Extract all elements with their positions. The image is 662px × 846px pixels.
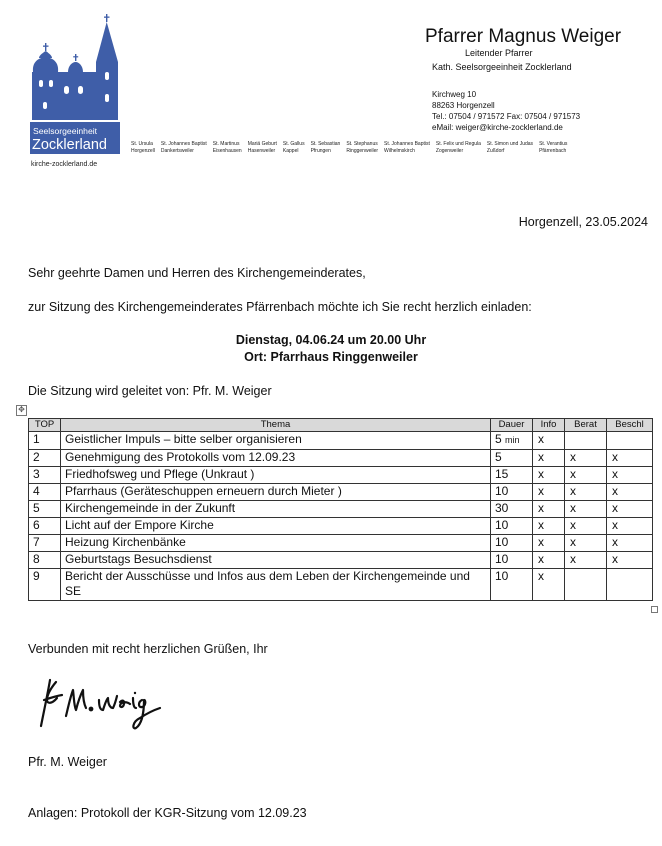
cell-dauer: 10 <box>491 534 533 551</box>
handwritten-signature <box>36 674 166 736</box>
cell-dauer: 5 <box>491 449 533 466</box>
table-row <box>29 568 653 600</box>
table-row <box>29 517 653 534</box>
cell-dauer: 10 <box>491 483 533 500</box>
church-logo <box>30 14 120 154</box>
parish-item: St. Felix und Regula Zogenweiler <box>435 141 481 154</box>
signer-name: Pfr. M. Weiger <box>28 755 107 769</box>
cell-berat: x <box>565 483 607 500</box>
cell-top: 4 <box>29 483 61 500</box>
table-row <box>29 534 653 551</box>
meeting-date: Dienstag, 04.06.24 um 20.00 Uhr <box>235 333 427 347</box>
header-dauer: Dauer <box>491 419 533 432</box>
logo-text-line1: Seelsorgeeinheit <box>33 126 98 136</box>
sender-name: Pfarrer Magnus Weiger <box>425 26 622 47</box>
parish-item: St. Sebastian Pfrungen <box>310 141 341 154</box>
cell-info: x <box>533 551 565 568</box>
header-info: Info <box>533 419 565 432</box>
cell-info: x <box>533 466 565 483</box>
cell-top: 6 <box>29 517 61 534</box>
cell-thema: Heizung Kirchenbänke <box>61 534 491 551</box>
cell-info: x <box>533 483 565 500</box>
sender-address <box>432 89 580 133</box>
cell-info: x <box>533 568 565 600</box>
cell-thema: Bericht der Ausschüsse und Infos aus dem Leben der Kirchengemeinde und SE <box>61 568 491 600</box>
cell-top: 8 <box>29 551 61 568</box>
website-url: kirche-zocklerland.de <box>31 161 98 168</box>
phone-fax: Tel.: 07504 / 971572 Fax: 07504 / 971573 <box>432 112 581 121</box>
agenda-table <box>28 418 653 601</box>
cell-beschl: x <box>607 483 653 500</box>
cell-beschl: x <box>607 466 653 483</box>
table-row <box>29 466 653 483</box>
cell-berat <box>565 568 607 600</box>
parish-item: Mariä Geburt Hasenweiler <box>247 141 277 154</box>
invitation-text: zur Sitzung des Kirchengemeinderates Pfärrenbach möchte ich Sie recht herzlich einladen: <box>28 300 532 314</box>
cell-thema: Genehmigung des Protokolls vom 12.09.23 <box>61 449 491 466</box>
parish-item: St. Verantius Pfärrenbach <box>539 141 568 154</box>
cell-dauer: 10 <box>491 551 533 568</box>
cell-beschl: x <box>607 551 653 568</box>
email: eMail: weiger@kirche-zocklerland.de <box>432 123 563 132</box>
cell-top: 9 <box>29 568 61 600</box>
cell-berat: x <box>565 534 607 551</box>
cell-thema: Kirchengemeinde in der Zukunft <box>61 500 491 517</box>
sender-unit: Kath. Seelsorgeeinheit Zocklerland <box>432 62 572 72</box>
parish-list <box>131 141 651 155</box>
parish-item: St. Johannes Baptist Dankertsweiler <box>160 141 207 154</box>
cell-top: 1 <box>29 432 61 450</box>
cell-info: x <box>533 517 565 534</box>
closing-line: Verbunden mit recht herzlichen Grüßen, Ihr <box>28 642 268 656</box>
cell-thema: Friedhofsweg und Pflege (Unkraut ) <box>61 466 491 483</box>
cell-dauer: 10 <box>491 517 533 534</box>
cell-top: 2 <box>29 449 61 466</box>
table-row <box>29 500 653 517</box>
cell-thema: Geistlicher Impuls – bitte selber organisieren <box>61 432 491 450</box>
meeting-place: Ort: Pfarrhaus Ringgenweiler <box>244 350 418 364</box>
cell-berat: x <box>565 551 607 568</box>
cell-beschl: x <box>607 500 653 517</box>
attachments-line: Anlagen: Protokoll der KGR-Sitzung vom 12.09.23 <box>28 806 307 820</box>
cell-top: 5 <box>29 500 61 517</box>
cell-dauer: 30 <box>491 500 533 517</box>
address-street: Kirchweg 10 <box>432 90 477 99</box>
parish-item: St. Ursula Horgenzell <box>131 141 155 154</box>
table-row <box>29 432 653 450</box>
parish-item: St. Simon und Judas Zußdorf <box>486 141 534 154</box>
parish-item: St. Martinus Eisenhausen <box>212 141 242 154</box>
cell-berat: x <box>565 449 607 466</box>
address-city: 88263 Horgenzell <box>432 101 495 110</box>
table-row <box>29 449 653 466</box>
cell-info: x <box>533 500 565 517</box>
cell-berat: x <box>565 517 607 534</box>
cell-thema: Licht auf der Empore Kirche <box>61 517 491 534</box>
cell-berat <box>565 432 607 450</box>
cell-top: 3 <box>29 466 61 483</box>
cell-dauer: 5 min <box>491 432 533 450</box>
header-beschl: Beschl <box>607 419 653 432</box>
logo-text-line2: Zocklerland <box>32 137 107 153</box>
header-top: TOP <box>29 419 61 432</box>
sender-role: Leitender Pfarrer <box>465 48 533 58</box>
cell-info: x <box>533 534 565 551</box>
cell-beschl <box>607 568 653 600</box>
table-resize-handle[interactable] <box>651 606 658 613</box>
cell-beschl: x <box>607 534 653 551</box>
parish-item: St. Gallus Kappel <box>282 141 305 154</box>
cell-info: x <box>533 432 565 450</box>
table-row <box>29 483 653 500</box>
cell-beschl: x <box>607 449 653 466</box>
cell-berat: x <box>565 500 607 517</box>
table-move-handle-icon[interactable]: ✥ <box>16 405 27 416</box>
parish-item: St. Stephanus Ringgenweiler <box>346 141 379 154</box>
date-line: Horgenzell, 23.05.2024 <box>518 215 648 229</box>
chair-line: Die Sitzung wird geleitet von: Pfr. M. Weiger <box>28 384 272 398</box>
cell-beschl: x <box>607 517 653 534</box>
cell-top: 7 <box>29 534 61 551</box>
header-berat: Berat <box>565 419 607 432</box>
cell-beschl <box>607 432 653 450</box>
table-header-row <box>29 419 653 432</box>
cell-dauer: 10 <box>491 568 533 600</box>
parish-item: St. Johannes Baptist Wilhelmskirch <box>384 141 430 154</box>
cell-info: x <box>533 449 565 466</box>
header-thema: Thema <box>61 419 491 432</box>
cell-thema: Geburtstags Besuchsdienst <box>61 551 491 568</box>
cell-berat: x <box>565 466 607 483</box>
cell-dauer: 15 <box>491 466 533 483</box>
table-row <box>29 551 653 568</box>
cell-thema: Pfarrhaus (Geräteschuppen erneuern durch Mieter ) <box>61 483 491 500</box>
salutation: Sehr geehrte Damen und Herren des Kirchengemeinderates, <box>28 266 366 280</box>
